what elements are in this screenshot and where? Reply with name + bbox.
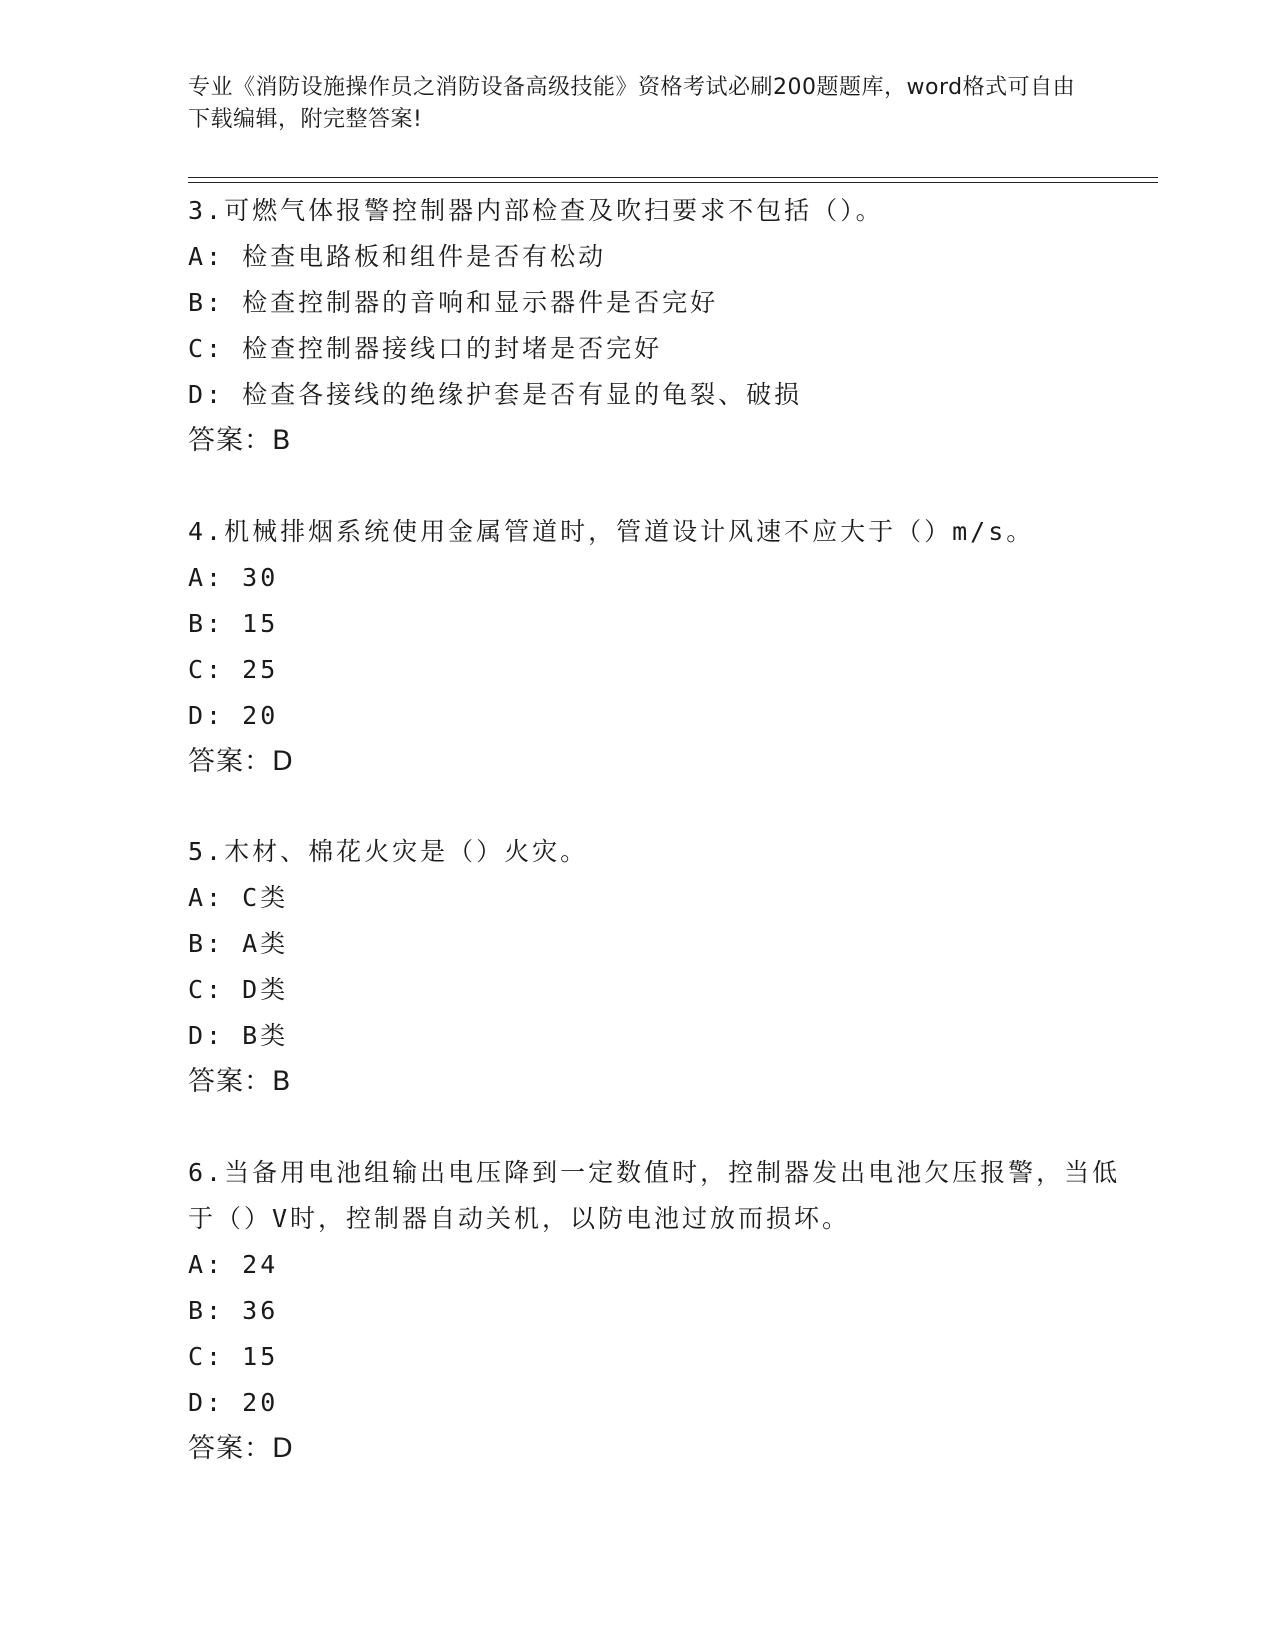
option-text: 15 <box>242 1342 279 1371</box>
option-c <box>188 647 1148 693</box>
question-stem: 4.机械排烟系统使用金属管道时，管道设计风速不应大于（）m/s。 <box>188 517 1035 546</box>
option-key: B: <box>188 1296 225 1325</box>
option-text: 检查控制器接线口的封堵是否完好 <box>242 334 663 363</box>
option-text: 20 <box>242 701 279 730</box>
answer-line: 答案：D <box>188 1433 294 1464</box>
option-d <box>188 1013 1148 1059</box>
question-stem: 6.当备用电池组输出电压降到一定数值时，控制器发出电池欠压报警，当低于（）V时，控制器自动关机，以防电池过放而损坏。 <box>188 1158 1121 1233</box>
option-a <box>188 1242 1148 1288</box>
option-key: D: <box>188 1021 225 1050</box>
option-key: B: <box>188 929 225 958</box>
option-b <box>188 601 1148 647</box>
option-d <box>188 1380 1148 1426</box>
answer-line: 答案：D <box>188 746 294 777</box>
question-block <box>188 1150 1148 1472</box>
option-key: D: <box>188 1388 225 1417</box>
option-text: 25 <box>242 655 279 684</box>
option-text: 24 <box>242 1250 279 1279</box>
option-text: 检查各接线的绝缘护套是否有显的龟裂、破损 <box>242 380 803 409</box>
option-key: A: <box>188 242 225 271</box>
option-text: 36 <box>242 1296 279 1325</box>
question-stem: 5.木材、棉花火灾是（）火灾。 <box>188 837 589 866</box>
option-text: 检查控制器的音响和显示器件是否完好 <box>242 288 719 317</box>
option-key: D: <box>188 380 225 409</box>
option-text: 30 <box>242 563 279 592</box>
header-divider-bottom <box>188 182 1158 183</box>
option-b <box>188 921 1148 967</box>
option-key: A: <box>188 563 225 592</box>
option-b <box>188 280 1148 326</box>
option-d <box>188 372 1148 418</box>
option-a <box>188 234 1148 280</box>
question-block <box>188 188 1148 464</box>
answer-line: 答案：B <box>188 1066 292 1097</box>
header-divider-top <box>188 177 1158 178</box>
option-key: C: <box>188 655 225 684</box>
option-text: C类 <box>242 883 289 912</box>
option-a <box>188 875 1148 921</box>
option-key: A: <box>188 1250 225 1279</box>
option-a <box>188 555 1148 601</box>
option-text: 15 <box>242 609 279 638</box>
option-key: C: <box>188 975 225 1004</box>
option-text: B类 <box>242 1021 289 1050</box>
option-c <box>188 326 1148 372</box>
question-block <box>188 509 1148 785</box>
option-c <box>188 1334 1148 1380</box>
option-key: A: <box>188 883 225 912</box>
document-header <box>188 72 1088 136</box>
answer-line: 答案：B <box>188 425 292 456</box>
question-stem: 3.可燃气体报警控制器内部检查及吹扫要求不包括（）。 <box>188 196 884 225</box>
option-key: D: <box>188 701 225 730</box>
option-b <box>188 1288 1148 1334</box>
option-c <box>188 967 1148 1013</box>
option-text: 20 <box>242 1388 279 1417</box>
option-text: D类 <box>242 975 289 1004</box>
option-key: B: <box>188 609 225 638</box>
option-d <box>188 693 1148 739</box>
option-key: C: <box>188 334 225 363</box>
option-key: B: <box>188 288 225 317</box>
question-block <box>188 829 1148 1105</box>
option-text: 检查电路板和组件是否有松动 <box>242 242 607 271</box>
header-title: 专业《消防设施操作员之消防设备高级技能》资格考试必刷200题题库，word格式可自由下载编辑，附完整答案! <box>188 75 1076 132</box>
option-key: C: <box>188 1342 225 1371</box>
option-text: A类 <box>242 929 289 958</box>
